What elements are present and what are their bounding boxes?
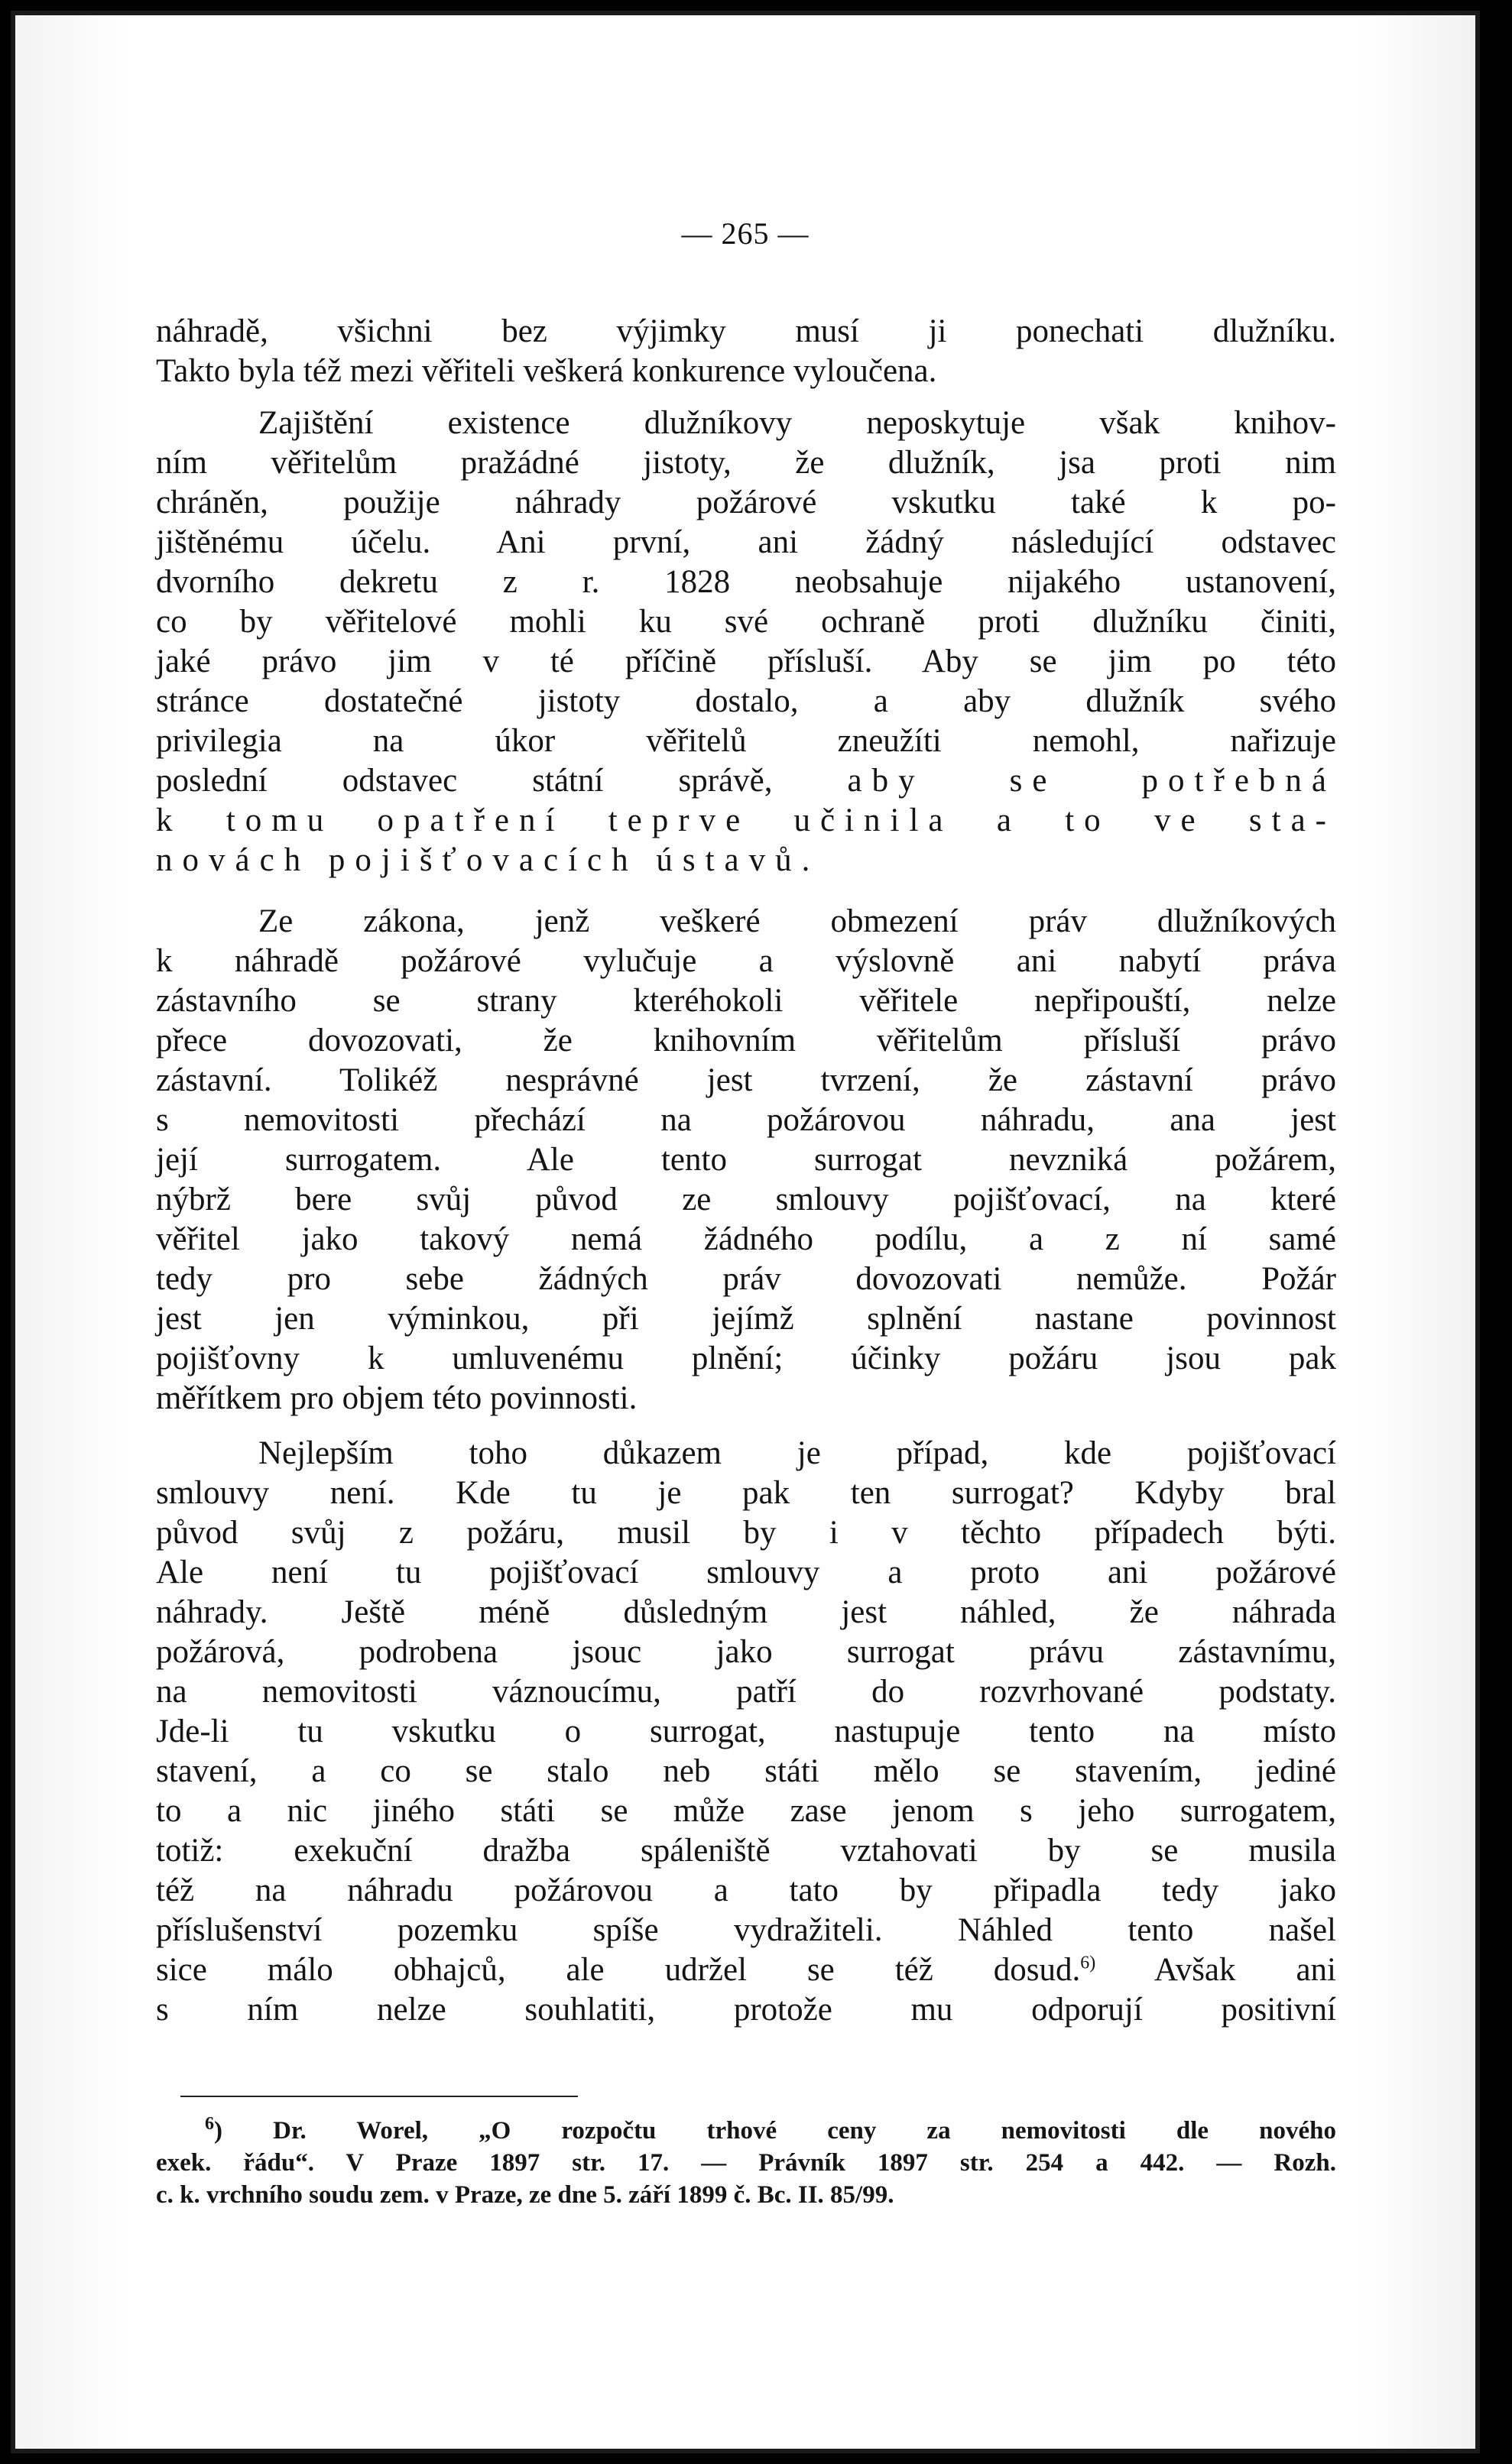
text-line: co by věřitelové mohli ku své ochraně proti dlužníku činiti, <box>156 604 1336 640</box>
footnote-marker: 6 <box>205 2114 214 2134</box>
text-line-emphasis: novách pojišťovacích ústavů. <box>156 842 820 878</box>
text-span: sice málo obhajců, ale udržel se též dosud. <box>156 1952 1081 1988</box>
text-line: dvorního dekretu z r. 1828 neobsahuje nijakého ustanovení, <box>156 564 1336 600</box>
text-line: zástavní. Tolikéž nesprávné jest tvrzení, že zástavní právo <box>156 1062 1336 1098</box>
text-line: chráněn, použije náhrady požárové vskutku také k po- <box>156 485 1336 520</box>
page-scan <box>15 15 1475 2449</box>
text-line: požárová, podrobena jsouc jako surrogat právu zástavnímu, <box>156 1634 1336 1670</box>
page-number: — 265 — <box>681 216 810 251</box>
text-line: totiž: exekuční dražba spáleniště vztahovati by se musila <box>156 1833 1336 1869</box>
text-line: náhrady. Ještě méně důsledným jest náhled, že náhrada <box>156 1594 1336 1630</box>
text-line: příslušenství pozemku spíše vydražiteli. Náhled tento našel <box>156 1912 1336 1948</box>
text-line: Ale není tu pojišťovací smlouvy a proto ani požárové <box>156 1555 1336 1590</box>
footnote-text: ) Dr. Worel, „O rozpočtu trhové ceny za nemovitosti dle nového <box>214 2117 1336 2145</box>
text-line: přece dovozovati, že knihovním věřitelům přísluší právo <box>156 1023 1336 1059</box>
text-line: původ svůj z požáru, musil by i v těchto případech býti. <box>156 1515 1336 1551</box>
text-line: s nemovitosti přechází na požárovou náhradu, ana jest <box>156 1102 1336 1138</box>
text-line: jištěnému účelu. Ani první, ani žádný následující odstavec <box>156 524 1336 560</box>
text-line: jest jen výminkou, při jejímž splnění nastane povinnost <box>156 1301 1336 1337</box>
text-line: měřítkem pro objem této povinnosti. <box>156 1380 638 1416</box>
text-line: pojišťovny k umluvenému plnění; účinky požáru jsou pak <box>156 1341 1336 1376</box>
footnote-ref-number: 6 <box>1080 1953 1090 1973</box>
text-line: Jde-li tu vskutku o surrogat, nastupuje tento na místo <box>156 1713 1336 1749</box>
text-line-with-ref <box>156 1950 1336 1990</box>
text-line: Zajištění existence dlužníkovy neposkytuje však knihov- <box>258 405 1336 441</box>
text-line: stránce dostatečné jistoty dostalo, a aby dlužník svého <box>156 683 1336 719</box>
text-span: Avšak ani <box>1153 1952 1336 1988</box>
text-line: s ním nelze souhlatiti, protože mu odporují positivní <box>156 1992 1336 2028</box>
text-line: tedy pro sebe žádných práv dovozovati nemůže. Požár <box>156 1261 1336 1297</box>
text-line: nýbrž bere svůj původ ze smlouvy pojišťovací, na které <box>156 1182 1336 1217</box>
text-line: její surrogatem. Ale tento surrogat nevzniká požárem, <box>156 1142 1336 1178</box>
footnote-line: exek. řádu“. V Praze 1897 str. 17. — Právník 1897 str. 254 a 442. — Rozh. <box>156 2149 1336 2177</box>
page-leaf <box>15 15 1475 2449</box>
text-span: poslední odstavec státní správě, <box>156 763 773 799</box>
text-line: zástavního se strany kteréhokoli věřitele nepřipouští, nelze <box>156 983 1336 1019</box>
text-line: Nejlepším toho důkazem je případ, kde pojišťovací <box>258 1435 1336 1471</box>
text-line: náhradě, všichni bez výjimky musí ji ponechati dlužníku. <box>156 313 1336 349</box>
text-line: k náhradě požárové vylučuje a výslovně ani nabytí práva <box>156 943 1336 979</box>
text-line: ním věřitelům pražádné jistoty, že dlužník, jsa proti nim <box>156 445 1336 481</box>
footnote-line <box>205 2115 1336 2146</box>
text-line: privilegia na úkor věřitelů zneužíti nemohl, nařizuje <box>156 723 1336 759</box>
text-line: jaké právo jim v té příčině přísluší. Aby se jim po této <box>156 644 1336 679</box>
text-line: na nemovitosti váznoucímu, patří do rozvrhované podstaty. <box>156 1674 1336 1710</box>
text-line-emphasis: k tomu opatření teprve učinila a to ve sta- <box>156 802 1336 838</box>
footnote-reference[interactable]: 6) <box>1080 1953 1096 1973</box>
text-line: Takto byla též mezi věřiteli veškerá konkurence vyloučena. <box>156 353 937 389</box>
text-line: též na náhradu požárovou a tato by připadla tedy jako <box>156 1872 1336 1908</box>
text-line: věřitel jako takový nemá žádného podílu, a z ní samé <box>156 1221 1336 1257</box>
text-line: Ze zákona, jenž veškeré obmezení práv dlužníkových <box>258 903 1336 939</box>
footnote-line: c. k. vrchního soudu zem. v Praze, ze dne 5. září 1899 č. Bc. II. 85/99. <box>156 2181 894 2209</box>
text-line: smlouvy není. Kde tu je pak ten surrogat? Kdyby bral <box>156 1475 1336 1511</box>
text-line: to a nic jiného státi se může zase jenom s jeho surrogatem, <box>156 1793 1336 1829</box>
footnote-divider <box>180 2096 578 2097</box>
text-line-mixed <box>156 761 1336 801</box>
text-line: stavení, a co se stalo neb státi mělo se stavením, jediné <box>156 1753 1336 1789</box>
text-span-emphasis: aby se potřebná <box>847 763 1336 799</box>
